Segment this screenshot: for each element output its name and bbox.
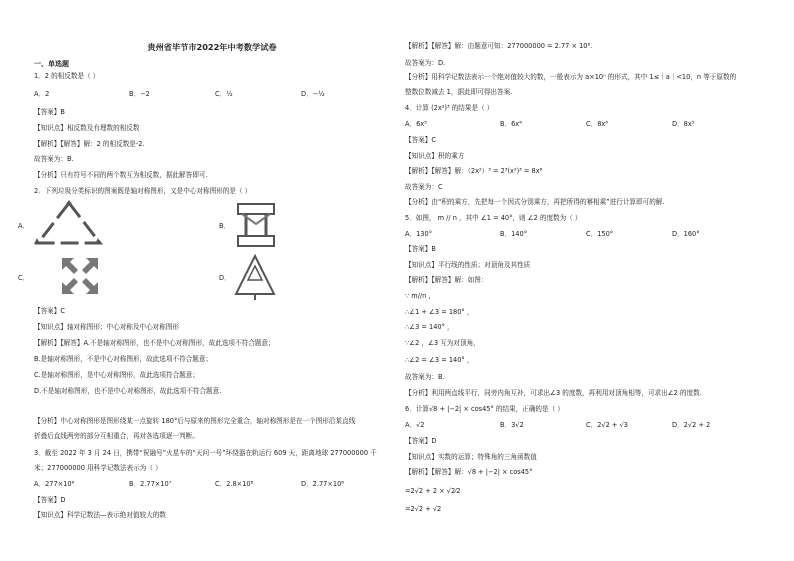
recycle-leaf-icon <box>234 254 276 300</box>
q1-knowledge: 【知识点】相反数及有理数的相反数 <box>34 124 140 132</box>
q5-conclusion: 故答案为：B. <box>405 373 445 381</box>
q4-option-d: D．8x⁵ <box>672 120 695 128</box>
q6-option-d: D．2√2 + 2 <box>672 421 711 429</box>
q2-knowledge: 【知识点】轴对称图形；中心对称及中心对称图形 <box>34 323 180 331</box>
q5-answer: 【答案】B <box>405 245 436 253</box>
q2-figures <box>18 200 390 304</box>
q4-review: 【分析】由“积的乘方，先把每一个因式分别乘方，再把所得的幂相乘”进行计算即可的解. <box>405 198 665 206</box>
q1-conclusion: 故答案为：B. <box>34 155 74 163</box>
q1-stem: 1．2 的相反数是（ ） <box>34 72 100 80</box>
q6-answer: 【答案】D <box>405 437 437 445</box>
q6-stem: 6．计算√8 + |−2| × cos45° 的结果，正确的是（ ） <box>405 405 564 413</box>
q2-analysis-d: D.不是轴对称图形，也不是中心对称图形，故此选项不符合题意. <box>34 387 222 395</box>
q5-stem: 5．如图， m // n ，其中 ∠1 = 40°，则 ∠2 的度数为（ ） <box>405 214 582 222</box>
q2-label-a: A． <box>18 222 30 230</box>
q2-review-line2: 折叠后直线两旁的部分互相重合，再对各选项逐一判断。 <box>34 432 199 440</box>
q3-review-line2: 整数位数减去 1，据此即可得出答案. <box>405 88 513 96</box>
q1-review: 【分析】只有符号不同的两个数互为相反数，据此解答即可. <box>34 171 208 179</box>
q1-option-c: C．½ <box>215 90 233 98</box>
q3-analysis: 【解析】【解答】解：由题意可知：277000000 = 2.77 × 10⁸. <box>405 42 593 50</box>
recycle-squares-icon <box>232 202 280 248</box>
q3-answer: 【答案】D <box>34 496 66 504</box>
q6-step-2: =2√2 + √2 <box>405 505 442 513</box>
q5-analysis-2: ∵ m//n , <box>405 292 431 300</box>
q5-analysis-3: ∴∠1 + ∠3 = 180° ， <box>405 308 474 316</box>
q6-analysis: 【解析】【解答】解：√8 + |−2| × cos45° <box>405 468 533 476</box>
section-heading: 一、单选题 <box>34 60 69 68</box>
page-title: 贵州省毕节市2022年中考数学试卷 <box>147 42 277 52</box>
q5-review: 【分析】利用两直线平行，同旁内角互补，可求出∠3 的度数，再利用对顶角相等，可求出∠2 的度数. <box>405 389 702 397</box>
q1-option-a: A．2 <box>34 90 50 98</box>
q6-option-c: C．2√2 + √3 <box>586 421 628 429</box>
q2-label-d: D． <box>219 274 231 282</box>
q3-option-d: D．2.77×10⁸ <box>301 480 344 488</box>
q5-analysis-4: ∴∠3 = 140° ， <box>405 323 454 331</box>
q3-knowledge: 【知识点】科学记数法—表示绝对值较大的数 <box>34 511 166 519</box>
q2-analysis-c: C.是轴对称图形，是中心对称图形，故此选项符合题意； <box>34 371 199 379</box>
q3-option-a: A．277×10⁶ <box>34 480 75 488</box>
four-arrows-icon <box>60 256 100 296</box>
q6-option-b: B．3√2 <box>500 421 524 429</box>
q4-option-c: C．8x⁶ <box>586 120 608 128</box>
q4-option-b: B．6x⁶ <box>500 120 522 128</box>
q3-stem-line2: 米；277000000 用科学记数法表示为（ ） <box>34 464 162 472</box>
q2-stem: 2．下列垃圾分类标识的图案既是轴对称图形，又是中心对称图形的是（ ） <box>34 187 252 195</box>
q2-review-line1: 【分析】中心对称图形是图形绕某一点旋转 180°后与原来的图形完全重合，轴对称图形是在一个图形沿某直线 <box>34 417 356 425</box>
q6-knowledge: 【知识点】实数的运算；特殊角的三角函数值 <box>405 453 537 461</box>
q6-option-a: A．√2 <box>405 421 425 429</box>
recycle-triangle-icon <box>34 200 104 246</box>
q2-analysis-b: B.是轴对称图形，不是中心对称图形，故此选项不符合题意； <box>34 355 213 363</box>
q4-analysis: 【解析】【解答】解：（2x²）³ = 2³(x²)³ = 8x⁶ <box>405 167 543 175</box>
q3-review-line1: 【分析】用科学记数法表示一个绝对值较大的数，一般表示为 a×10ⁿ 的形式，其中 1≤｜a｜<10，n 等于原数的 <box>405 73 737 81</box>
q5-option-a: A．130° <box>405 230 432 238</box>
q2-label-b: B． <box>219 222 231 230</box>
q5-analysis-5: ∵∠2 ，∠3 互为对顶角， <box>405 339 480 347</box>
q3-conclusion: 故答案为：D. <box>405 59 446 67</box>
q1-option-b: B．−2 <box>129 90 150 98</box>
q2-answer: 【答案】C <box>34 307 65 315</box>
q4-knowledge: 【知识点】积的乘方 <box>405 152 465 160</box>
q4-conclusion: 故答案为：C <box>405 183 443 191</box>
q3-stem-line1: 3．截至 2022 年 3 月 24 日，携带“祝融号”火星车的“天问一号”环绕器在轨运行 609 天，距离地球 277000000 千 <box>34 449 377 457</box>
q1-answer: 【答案】B <box>34 108 65 116</box>
q4-answer: 【答案】C <box>405 136 436 144</box>
q1-analysis: 【解析】【解答】解：2 的相反数是-2. <box>34 140 145 148</box>
q3-option-c: C．2.8×10⁸ <box>215 480 254 488</box>
q3-option-b: B．2.77×10⁷ <box>129 480 172 488</box>
q1-option-d: D．−½ <box>301 90 325 98</box>
q2-label-c: C． <box>18 274 30 282</box>
q5-option-b: B．140° <box>500 230 527 238</box>
q6-step-1: =2√2 + 2 × √2⁄2 <box>405 487 461 495</box>
q5-analysis-6: ∴∠2 = ∠3 = 140° ， <box>405 356 474 364</box>
q2-analysis-a: 【解析】【解答】A.不是轴对称图形，也不是中心对称图形，故此选项不符合题意； <box>34 339 275 347</box>
q5-option-c: C．150° <box>586 230 614 238</box>
q5-knowledge: 【知识点】平行线的性质；对顶角及其性质 <box>405 261 531 269</box>
q4-stem: 4．计算 (2x²)³ 的结果是（ ） <box>405 104 494 112</box>
q5-analysis-1: 【解析】【解答】解：如图： <box>405 276 488 284</box>
q5-option-d: D．160° <box>672 230 700 238</box>
q4-option-a: A．6x⁵ <box>405 120 427 128</box>
